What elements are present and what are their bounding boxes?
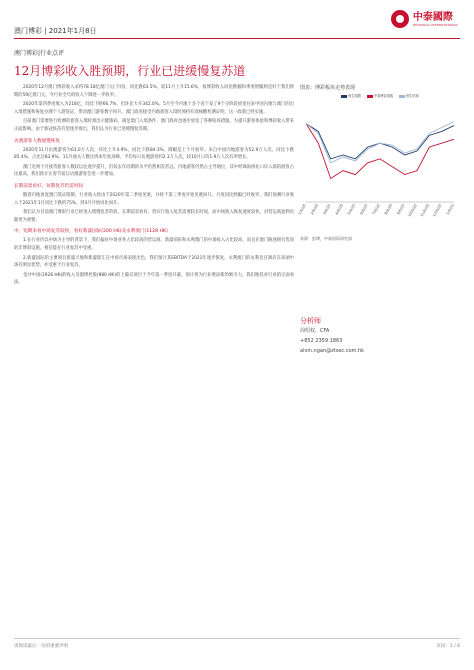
legend-item: 中泰博彩指数 (367, 93, 393, 98)
x-tick-label: 5/6/20 (346, 203, 357, 216)
figure-source: 来源：彭博，中泰国际研究部 (300, 236, 352, 241)
report-category: 澳门博彩|行业点评 (14, 50, 65, 57)
logo-name-cn: 中泰國際 (412, 11, 453, 23)
x-tick-label: 2/6/20 (309, 203, 320, 216)
analyst-email[interactable]: alvin.ngan@ztsec.com.hk (300, 348, 365, 354)
x-tick-label: 10/6/20 (407, 203, 418, 218)
body-paragraph: 我们认为目前澳门博彩行业已经进入缓慢复苏阶段，长期前景看好。贵宾厅收入复苏需要较长时间，而中场收入恢复速度较快，对营运商盈利贡献更为重要。 (14, 210, 294, 223)
x-tick-label: 1/6/20 (297, 203, 307, 216)
body-paragraph: 随着内地放宽澳门签证限制，行业收入将由于2020年第二季度见底，并将于第三季度开始见底回升。月度同比跌幅已经收窄，我们预测行业收入于2021年1月同比下跌约75%，到3月开始同比回升。 (14, 192, 294, 206)
x-tick-label: 8/6/20 (383, 203, 394, 216)
disclaimer-note: 请阅读最后一页的重要声明 (14, 644, 68, 649)
x-tick-label: 3/6/20 (322, 203, 332, 216)
report-header-meta: 澳门博彩 | 2021年1月8日 (14, 27, 97, 35)
figure-title: 图表：博彩板块走势表现 (300, 85, 356, 91)
analyst-label: 分析师 (300, 317, 321, 325)
side-panel (297, 84, 460, 356)
logo-name-en: ZHONGTAI INTERNATIONAL (412, 22, 458, 27)
brand-logo (391, 10, 458, 28)
main-body (14, 84, 294, 289)
section-heading: 访澳游客人数缓慢恢复 (14, 138, 60, 144)
series-line-2 (306, 122, 454, 163)
body-paragraph: 2020年12月澳门博彩收入录得78.18亿澳门元(下同)，同比跌63.5%，较11月上升15.6%，按博彩收入同比跌幅和季度增幅则是好于我们预期的59亿澳门元，令行业全年的收入下降进一步收窄。 (14, 85, 294, 98)
header-divider (14, 38, 460, 39)
body-paragraph: 1.在行业仍以中场为主导的背景下，我们偏好中场业务占比较高的营运商。新濠国际和永利澳门的中场收入占比较高，而且在澳门路氹拥有优质的非博彩设施，相信能在行业复苏中受惠。 (14, 238, 294, 251)
body-paragraph: 澳门近两个月接待旅客人数较以往逐步提升，但较去年同期的水平仍然相差甚远。内地游客仍然占主导地位，其中经珠海拱北口岸入境的游客占比最高。我们预计在春节前后访澳游客会进一步增加。 (14, 164, 294, 178)
x-tick-label: 4/6/20 (334, 203, 344, 216)
body-paragraph: 金沙中国(1928 HK)的收入及澳博控股(880 HK)的上葡京项目于今年第一季度开幕，预计将为行业增添新的吸引力，我们维持对行业的正面看法。 (14, 272, 294, 286)
logo-icon (391, 10, 409, 28)
x-tick-label: 1/6/21 (445, 203, 455, 216)
report-title: 12月博彩收入胜预期，行业已进缓慢复苏道 (14, 64, 246, 78)
section-heading: 中、短期来看中场复苏较快，看好新濠国际(200 HK)及永利澳门(1128 HK) (14, 229, 168, 235)
analyst-phone: +852 2359 1863 (300, 338, 343, 344)
x-tick-label: 7/6/20 (371, 203, 381, 216)
chart-legend (300, 93, 460, 98)
legend-item: 恒生指数 (341, 93, 361, 98)
section-heading: 长期前景看好，短期复苏仍需时间 (14, 183, 83, 189)
body-paragraph: 目前澳门需要进行检测的旅客入境时须出示健康码，满足澳门入境条件，澳门政府也逐步放宽了各种防疫措施，为提升游客体验和博彩收入带来正面影响。由于新冠疫苗有望逐步推出，我们认为行业已进缓慢复苏期。 (14, 119, 294, 132)
sector-performance-chart (297, 100, 460, 230)
body-paragraph: 2020年11月访澳游客为63.0万人次，环比上升4.9%，同比下跌84.3%，降幅是上个月收窄。来自中国内地游客为52.9万人次，同比下跌85.4%，占比达83.9%。11月通关人数达到本年度高峰，平均每日访澳游客约2.1万人次，较10月日均1.9万人次有所增长。 (14, 147, 294, 161)
x-tick-label: 12/6/20 (432, 203, 443, 218)
analyst-name: 周绍权，CFA (300, 328, 330, 334)
series-line-0 (306, 124, 454, 159)
body-paragraph: 2.新濠国际的主要项目新濠天地和新濠影汇在中场市场表现出色，我们预计其EBITDA于2021年逐步恢复。永利澳门的永利皇宫酒店在高端中场有明显优势，亦受惠于行业复苏。 (14, 255, 294, 269)
page-number: 页码：1 / 6 (436, 644, 460, 649)
page-footer (14, 638, 460, 649)
body-paragraph: 2020年第四季度收入为218亿，同比下跌66.7%，但环比大升342.0%。5月至今内地十多个省下发了9个分阶段放宽往来中国内地与澳门的出入境措施和恢复办理个人游签证，带动澳门游客数字回升。澳门政府接受内地旅客入境时须持有效核酸检测证明，这一政策已经实施。 (14, 102, 294, 115)
legend-item: 恒生综指 (399, 93, 419, 98)
x-tick-label: 11/6/20 (419, 203, 431, 218)
x-tick-label: 9/6/20 (396, 203, 406, 216)
x-tick-label: 6/6/20 (359, 203, 369, 216)
